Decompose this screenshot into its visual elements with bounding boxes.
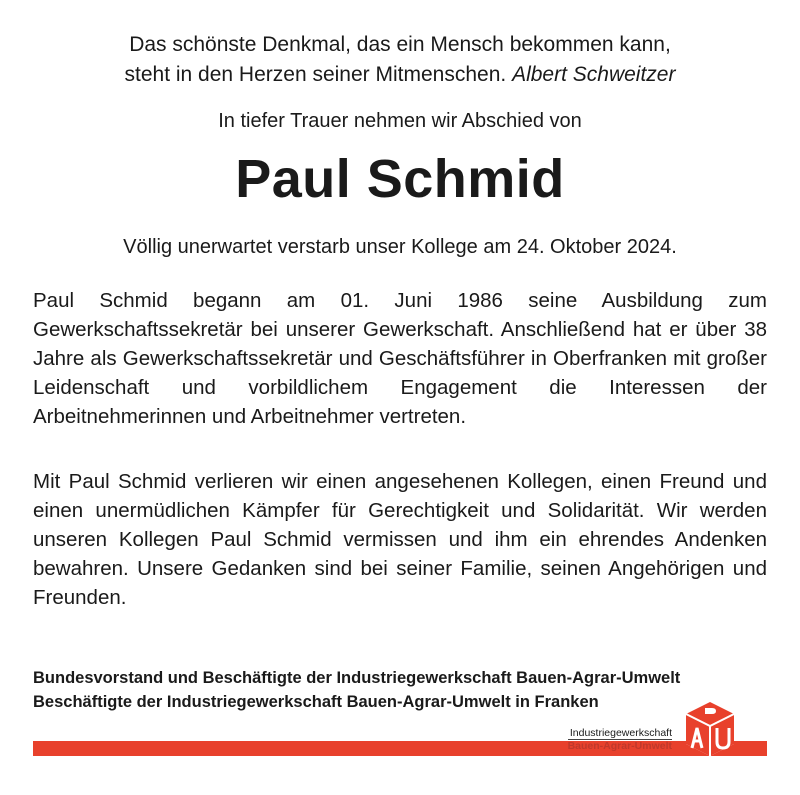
signer-line-2: Beschäftigte der Industriegewerkschaft Bauen-Agrar-Umwelt in Franken — [33, 693, 599, 711]
tribute-paragraph-2: Mit Paul Schmid verlieren wir einen angesehenen Kollegen, einen Freund und einen unermüdlichen Kämpfer für Gerechtigkeit und Solidarität. Wir werden unseren Kollegen Paul Schmid vermissen und ihm ein ehrendes Andenken bewahren. Unsere Gedanken sind bei seiner Familie, seinen Angehörigen und Freunden. — [33, 470, 767, 609]
signer-line-1: Bundesvorstand und Beschäftigte der Industriegewerkschaft Bauen-Agrar-Umwelt — [33, 669, 681, 687]
signers-block — [33, 666, 680, 714]
logo-text — [568, 727, 672, 752]
quote-text: steht in den Herzen seiner Mitmenschen. — [124, 63, 507, 86]
quote-line-1: Das schönste Denkmal, das ein Mensch bekommen kann, — [129, 33, 671, 56]
tribute-paragraph-1: Paul Schmid begann am 01. Juni 1986 seine Ausbildung zum Gewerkschaftssekretär bei unserer Gewerkschaft. Anschließend hat er über 38 Jahre als Gewerkschaftssekretär und Geschäftsführer in Oberfranken mit großer Leidenschaft und vorbildlichem Engagement die Interessen der Arbeitnehmerinnen und Arbeitnehmer vertreten. — [33, 289, 767, 428]
quote-author: Albert Schweitzer — [512, 63, 676, 86]
logo-line-1: Industriegewerkschaft — [569, 727, 672, 739]
igbau-logo-icon — [680, 700, 740, 756]
logo-line-2: Bauen-Agrar-Umwelt — [567, 740, 672, 752]
quote-line-2 — [60, 60, 740, 90]
deceased-name: Paul Schmid — [235, 149, 565, 209]
death-notice: Völlig unerwartet verstarb unser Kollege am 24. Oktober 2024. — [123, 236, 677, 258]
quote-block — [60, 30, 740, 90]
intro-line: In tiefer Trauer nehmen wir Abschied von — [218, 110, 582, 132]
